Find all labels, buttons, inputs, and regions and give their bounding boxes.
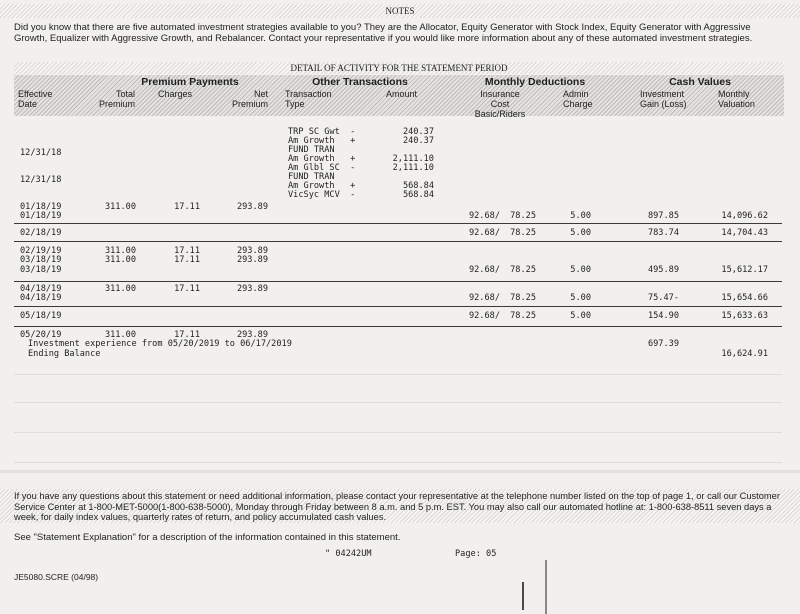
row-date: 04/18/19 (20, 284, 62, 294)
row-gain: 75.47- (647, 293, 679, 303)
fold-line (545, 560, 547, 614)
effective-date: 12/31/18 (20, 148, 62, 158)
row-net-premium: 293.89 (236, 284, 268, 294)
row-net-premium: 293.89 (236, 330, 268, 340)
investment-experience-value: 697.39 (647, 339, 679, 349)
effective-date: 12/31/18 (20, 175, 62, 185)
row-charges: 17.11 (174, 284, 200, 294)
col-amount: Amount (386, 89, 418, 99)
col-transaction-type: Transaction Type (285, 89, 332, 109)
col-admin-charge: Admin Charge (563, 89, 593, 109)
col-total-premium: Total Premium (98, 89, 135, 109)
fold-line (522, 582, 524, 610)
row-divider (14, 241, 782, 242)
row-riders: 78.25 (510, 228, 536, 238)
row-riders: 78.25 (510, 265, 536, 275)
row-insurance: 92.68/ (468, 211, 500, 221)
row-riders: 78.25 (510, 311, 536, 321)
transaction-type: Am Growth + (288, 181, 356, 191)
row-date: 02/18/19 (20, 228, 62, 238)
notes-title: NOTES (385, 6, 415, 16)
row-net-premium: 293.89 (236, 246, 268, 256)
row-date: 03/18/19 (20, 265, 62, 275)
col-effective-date: Effective Date (18, 89, 53, 109)
row-date: 01/18/19 (20, 211, 62, 221)
row-gain: 783.74 (647, 228, 679, 238)
transaction-type: FUND TRAN (288, 145, 335, 155)
row-total-premium: 311.00 (104, 255, 136, 265)
row-riders: 78.25 (510, 211, 536, 221)
group-monthly-deductions: Monthly Deductions (484, 76, 586, 88)
transaction-amount: 568.84 (402, 181, 434, 191)
transaction-type: Am Glbl SC - (288, 163, 356, 173)
notes-text: Did you know that there are five automated investment strategies available to you? They are the Allocator, Equity Generator with Stock Index, Equity Generator with Aggressive Growth, Equalizer with Aggressive Growth, and Rebalancer. Contact your representative if you would like more information about any of these automated investment strategies. (14, 22, 753, 44)
investment-experience-label: Investment experience from 05/20/2019 to 06/17/2019 (28, 339, 292, 349)
group-premium-payments: Premium Payments (141, 76, 239, 88)
row-admin: 5.00 (570, 211, 591, 221)
row-admin: 5.00 (570, 265, 591, 275)
document-code: " 04242UM (325, 549, 372, 559)
detail-title: DETAIL OF ACTIVITY FOR THE STATEMENT PERIOD (290, 63, 508, 73)
col-net-premium: Net Premium (231, 89, 268, 109)
row-date: 01/18/19 (20, 202, 62, 212)
row-insurance: 92.68/ (468, 311, 500, 321)
show-through-area (14, 362, 784, 482)
form-number: JE5080.SCRE (04/98) (14, 572, 99, 582)
group-cash-values: Cash Values (669, 76, 731, 88)
row-total-premium: 311.00 (104, 202, 136, 212)
row-divider (14, 223, 782, 224)
row-date: 05/18/19 (20, 311, 62, 321)
row-total-premium: 311.00 (104, 330, 136, 340)
transaction-type: Am Growth + (288, 136, 356, 146)
row-divider (14, 281, 782, 282)
col-monthly-valuation: Monthly Valuation (718, 89, 755, 109)
row-date: 04/18/19 (20, 293, 62, 303)
row-total-premium: 311.00 (104, 284, 136, 294)
row-valuation: 15,612.17 (721, 265, 768, 275)
row-charges: 17.11 (174, 202, 200, 212)
transaction-amount: 2,111.10 (392, 163, 434, 173)
row-insurance: 92.68/ (468, 293, 500, 303)
row-valuation: 15,654.66 (721, 293, 768, 303)
row-net-premium: 293.89 (236, 255, 268, 265)
transaction-type: Am Growth + (288, 154, 356, 164)
row-date: 03/18/19 (20, 255, 62, 265)
row-charges: 17.11 (174, 246, 200, 256)
row-charges: 17.11 (174, 255, 200, 265)
col-insurance-cost: Insurance Cost Basic/Riders (474, 89, 526, 119)
row-gain: 897.85 (647, 211, 679, 221)
transaction-amount: 568.84 (402, 190, 434, 200)
row-valuation: 14,096.62 (721, 211, 768, 221)
row-admin: 5.00 (570, 293, 591, 303)
row-charges: 17.11 (174, 330, 200, 340)
row-gain: 495.89 (647, 265, 679, 275)
row-admin: 5.00 (570, 311, 591, 321)
page-number: Page: 05 (455, 549, 497, 559)
contact-text: If you have any questions about this statement or need additional information, please contact your representative at the telephone number listed on the top of page 1, or call our Customer Service Center at 1-800-MET-5000(1-800-638-5000), Monday through Friday between 8 a.m. and 5 p.m. EST. You may also call our automated hotline at: 1-800-638-8511 seven days a week, for daily index values, quarterly rates of return, and policy accumulated cash values. (14, 491, 780, 522)
row-divider (14, 326, 782, 327)
row-riders: 78.25 (510, 293, 536, 303)
row-date: 02/19/19 (20, 246, 62, 256)
transaction-type: FUND TRAN (288, 172, 335, 182)
group-other-transactions: Other Transactions (312, 76, 408, 88)
fold-line (0, 470, 800, 473)
transaction-amount: 240.37 (402, 136, 434, 146)
row-insurance: 92.68/ (468, 265, 500, 275)
row-valuation: 14,704.43 (721, 228, 768, 238)
row-total-premium: 311.00 (104, 246, 136, 256)
ending-balance-value: 16,624.91 (721, 349, 768, 359)
col-investment-gain: Investment Gain (Loss) (640, 89, 687, 109)
row-gain: 154.90 (647, 311, 679, 321)
row-admin: 5.00 (570, 228, 591, 238)
ending-balance-label: Ending Balance (28, 349, 101, 359)
row-valuation: 15,633.63 (721, 311, 768, 321)
transaction-type: VicSyc MCV - (288, 190, 356, 200)
transaction-amount: 2,111.10 (392, 154, 434, 164)
row-date: 05/20/19 (20, 330, 62, 340)
transaction-type: TRP SC Gwt - (288, 127, 356, 137)
transaction-amount: 240.37 (402, 127, 434, 137)
statement-explanation-note: See "Statement Explanation" for a description of the information contained in this statement. (14, 532, 401, 543)
row-net-premium: 293.89 (236, 202, 268, 212)
col-charges: Charges (158, 89, 193, 99)
row-divider (14, 306, 782, 307)
row-insurance: 92.68/ (468, 228, 500, 238)
